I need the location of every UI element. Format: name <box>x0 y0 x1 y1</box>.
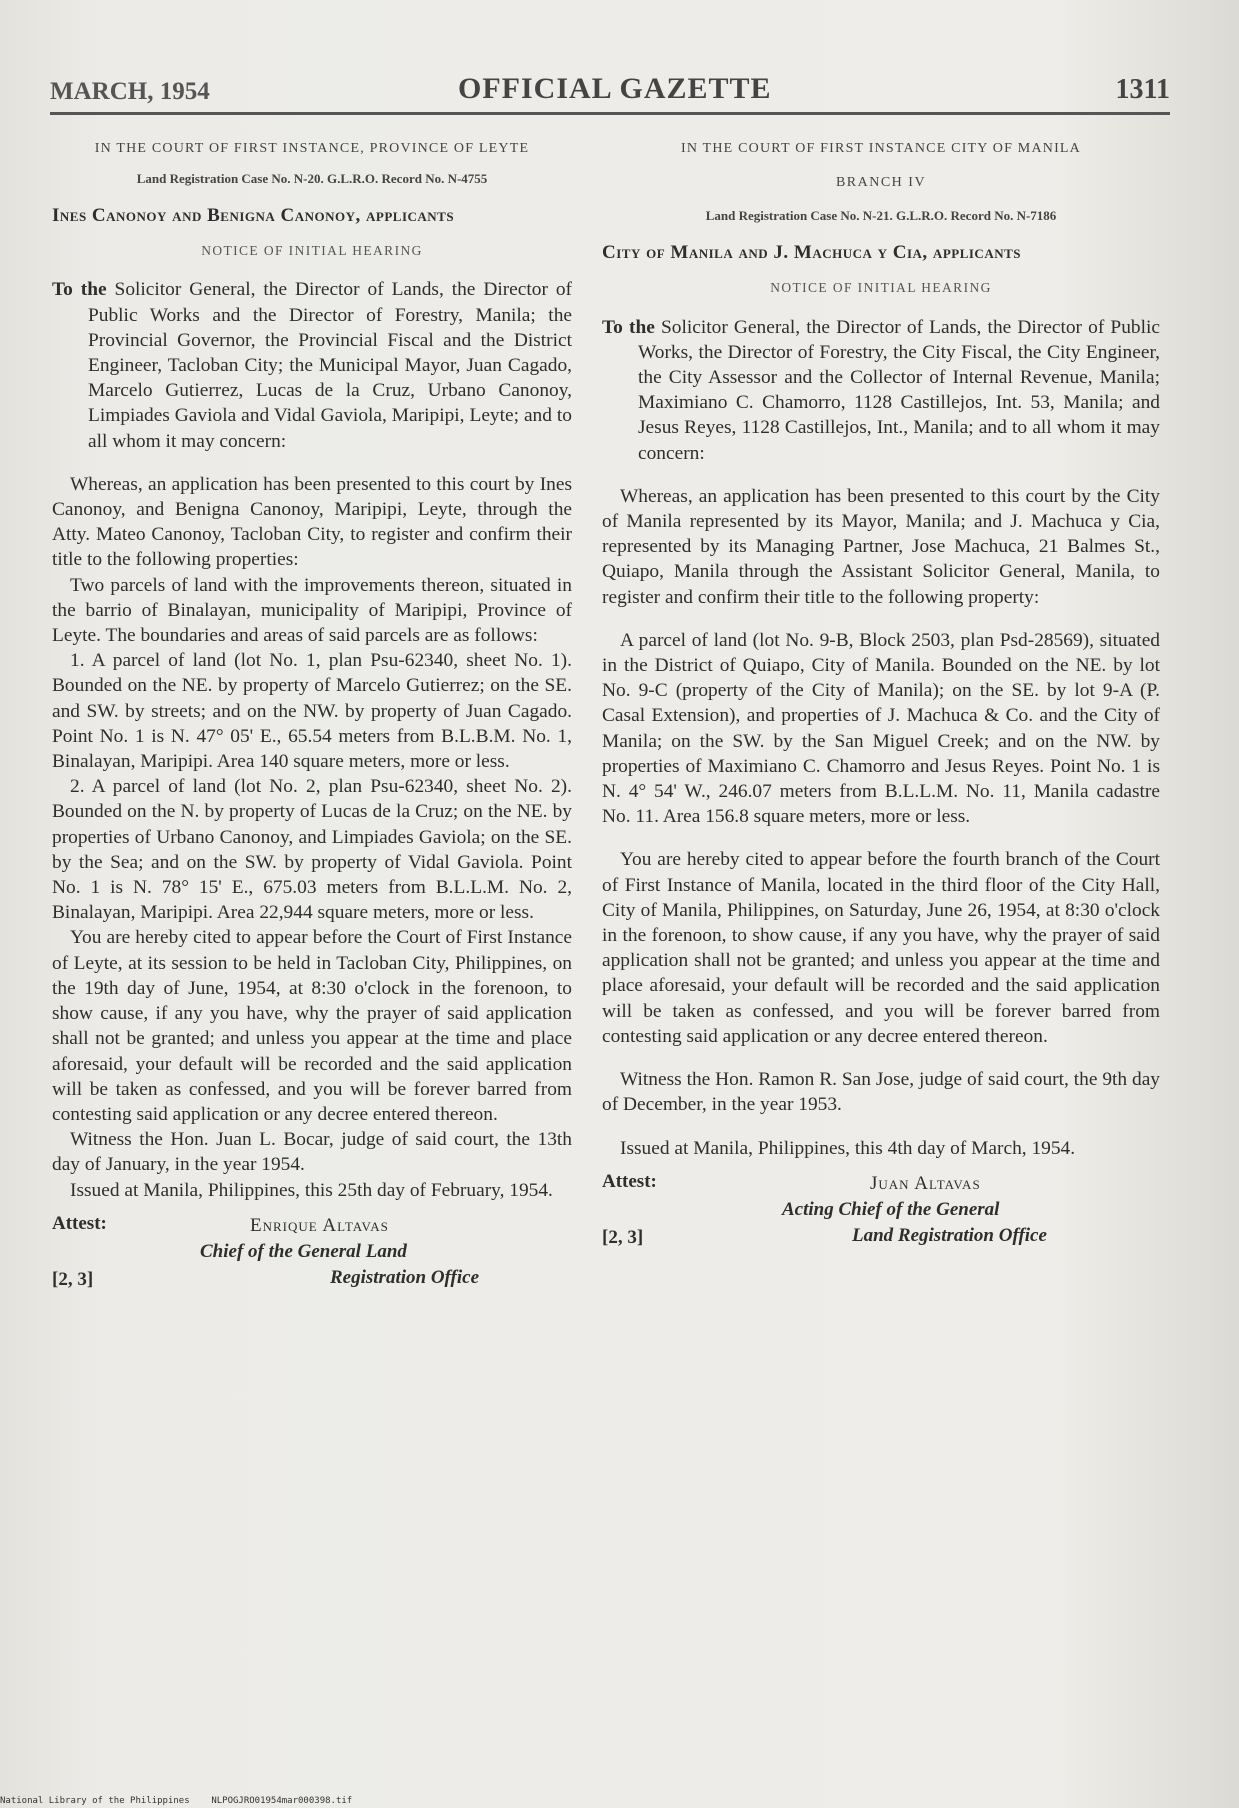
applicants: City of Manila and J. Machuca y Cia, applicants <box>602 242 1021 264</box>
whereas-paragraph: Whereas, an application has been presented to this court by Ines Canonoy, and Benigna Canonoy, Maripipi, Leyte, through the Atty. Mateo Canonoy, Tacloban City, to register and confirm their title to the following properties: <box>52 473 572 571</box>
witness-paragraph: Witness the Hon. Ramon R. San Jose, judge of said court, the 9th day of December, in the year 1953. <box>602 1069 1160 1116</box>
addressee-text: Solicitor General, the Director of Lands, the Director of Public Works, the Director of Forestry, the City Fiscal, the City Engineer, the City Assessor and the Collector of Internal Revenue, Manila; Maximiano C. Chamorro, 1128 Castillejos, Int. 53, Manila; and Jesus Reyes, 1128 Castillejos, Int., Manila; and to all whom it may concern: <box>638 316 1160 464</box>
attest-label: Attest: <box>52 1212 107 1234</box>
parcel: A parcel of land (lot No. 9-B, Block 2503, plan Psd-28569), situated in the District of Quiapo, City of Manila. Bounded on the NE. by lot No. 9-C (property of the City of Manila); on the SE. by lot 9-A (P. Casal Extension), and properties of J. Machuca & Co. and the City of Manila; on the SW. by the San Miguel Creek; and on the NW. by properties of Maximiano C. Chamorro and Jesus Reyes. Point No. 1 is N. 4° 54' W., 246.07 meters from B.L.L.M. No. 11, Manila cadastre No. 11. Area 156.8 square meters, more or less. <box>602 629 1160 828</box>
notice-title: NOTICE OF INITIAL HEARING <box>770 280 992 296</box>
court-heading: IN THE COURT OF FIRST INSTANCE CITY OF MANILA <box>681 141 1081 156</box>
addressee <box>52 277 572 453</box>
header-date: MARCH, 1954 <box>50 78 210 105</box>
signer-title-line1: Acting Chief of the General <box>782 1198 1000 1220</box>
parcel-1: 1. A parcel of land (lot No. 1, plan Psu-62340, sheet No. 1). Bounded on the NE. by property of Marcelo Gutierrez; on the SE. and SW. by streets; and on the NW. by property of Juan Cagado. Point No. 1 is N. 47° 05' E., 65.54 meters from B.L.B.M. No. 1, Binalayan, Maripipi. Area 140 square meters, more or less. <box>52 650 572 773</box>
right-notice <box>602 140 1160 1259</box>
scan-footer: National Library of the Philippines NLPOGJRO01954mar000398.tif <box>0 1796 353 1806</box>
addressee-lead: To the <box>602 316 655 338</box>
witness-paragraph: Witness the Hon. Juan L. Bocar, judge of said court, the 13th day of January, in the year 1954. <box>52 1129 572 1176</box>
issue-code: [2, 3] <box>602 1226 644 1248</box>
parcels-intro: Two parcels of land with the improvements thereon, situated in the barrio of Binalayan, municipality of Maripipi, Province of Leyte. The boundaries and areas of said parcels are as follows: <box>52 574 572 647</box>
header-title: OFFICIAL GAZETTE <box>458 72 772 105</box>
issued-paragraph: Issued at Manila, Philippines, this 4th day of March, 1954. <box>620 1137 1076 1159</box>
attest-label: Attest: <box>602 1170 657 1192</box>
notice-title: NOTICE OF INITIAL HEARING <box>201 243 423 259</box>
page-header <box>50 72 1170 115</box>
signer-title-line2: Land Registration Office <box>852 1224 1047 1246</box>
attest-block <box>602 1169 1160 1259</box>
issue-code: [2, 3] <box>52 1268 94 1290</box>
parcel-2: 2. A parcel of land (lot No. 2, plan Psu-62340, sheet No. 2). Bounded on the N. by property of Lucas de la Cruz; on the NE. by properties of Urbano Canonoy, and Limpiades Gaviola; on the SE. by the Sea; and on the SW. by property of Vidal Gaviola. Point No. 1 is N. 78° 15' E., 675.03 meters from B.L.L.M. No. 2, Binalayan, Maripipi. Area 22,944 square meters, more or less. <box>52 776 572 924</box>
case-number: Land Registration Case No. N-20. G.L.R.O. Record No. N-4755 <box>136 171 488 186</box>
header-page-number: 1311 <box>1115 74 1170 105</box>
left-notice <box>52 140 572 1301</box>
attest-block <box>52 1211 572 1301</box>
whereas-paragraph: Whereas, an application has been presented to this court by the City of Manila represented by its Mayor, Manila; and J. Machuca y Cia, represented by its Managing Partner, Jose Machuca, 21 Balmes St., Quiapo, Manila through the Assistant Solicitor General, Manila, to register and confirm their title to the following property: <box>602 485 1160 608</box>
branch-heading: BRANCH IV <box>835 175 927 190</box>
cited-paragraph: You are hereby cited to appear before the Court of First Instance of Leyte, at its session to be held in Tacloban City, Philippines, on the 19th day of June, 1954, at 8:30 o'clock in the forenoon, to show cause, if any you have, why the prayer of said application shall not be granted; and unless you appear at the time and place aforesaid, your default will be recorded and the said application will be taken as confessed, and you will be forever barred from contesting said application or any decree entered thereon. <box>52 927 572 1125</box>
cited-paragraph: You are hereby cited to appear before the fourth branch of the Court of First Instance of Manila, located in the third floor of the City Hall, City of Manila, Philippines, on Saturday, June 26, 1954, at 8:30 o'clock in the forenoon, to show cause, if any you have, why the prayer of said application shall not be granted; and unless you appear at the time and place aforesaid, your default will be recorded and the said application will be taken as confessed, and you will be forever barred from contesting said application or any decree entered thereon. <box>602 849 1160 1047</box>
signer-title-line2: Registration Office <box>330 1266 480 1288</box>
court-heading: IN THE COURT OF FIRST INSTANCE, PROVINCE OF LEYTE <box>94 141 530 156</box>
applicants: Ines Canonoy and Benigna Canonoy, applicants <box>52 205 455 226</box>
signer-name: Enrique Altavas <box>250 1214 389 1236</box>
addressee-text: Solicitor General, the Director of Lands, the Director of Public Works and the Director of Forestry, Manila; the Provincial Governor, the Provincial Fiscal and the District Engineer, Tacloban City; the Municipal Mayor, Juan Cagado, Marcelo Gutierrez, Lucas de la Cruz, Urbano Canonoy, Limpiades Gaviola and Vidal Gaviola, Maripipi, Leyte; and to all whom it may concern: <box>88 279 572 452</box>
addressee-lead: To the <box>52 279 107 301</box>
case-number: Land Registration Case No. N-21. G.L.R.O. Record No. N-7186 <box>705 208 1057 224</box>
signer-name: Juan Altavas <box>870 1172 981 1194</box>
addressee <box>602 315 1160 466</box>
issued-paragraph: Issued at Manila, Philippines, this 25th day of February, 1954. <box>70 1179 553 1201</box>
signer-title-line1: Chief of the General Land <box>200 1240 407 1262</box>
